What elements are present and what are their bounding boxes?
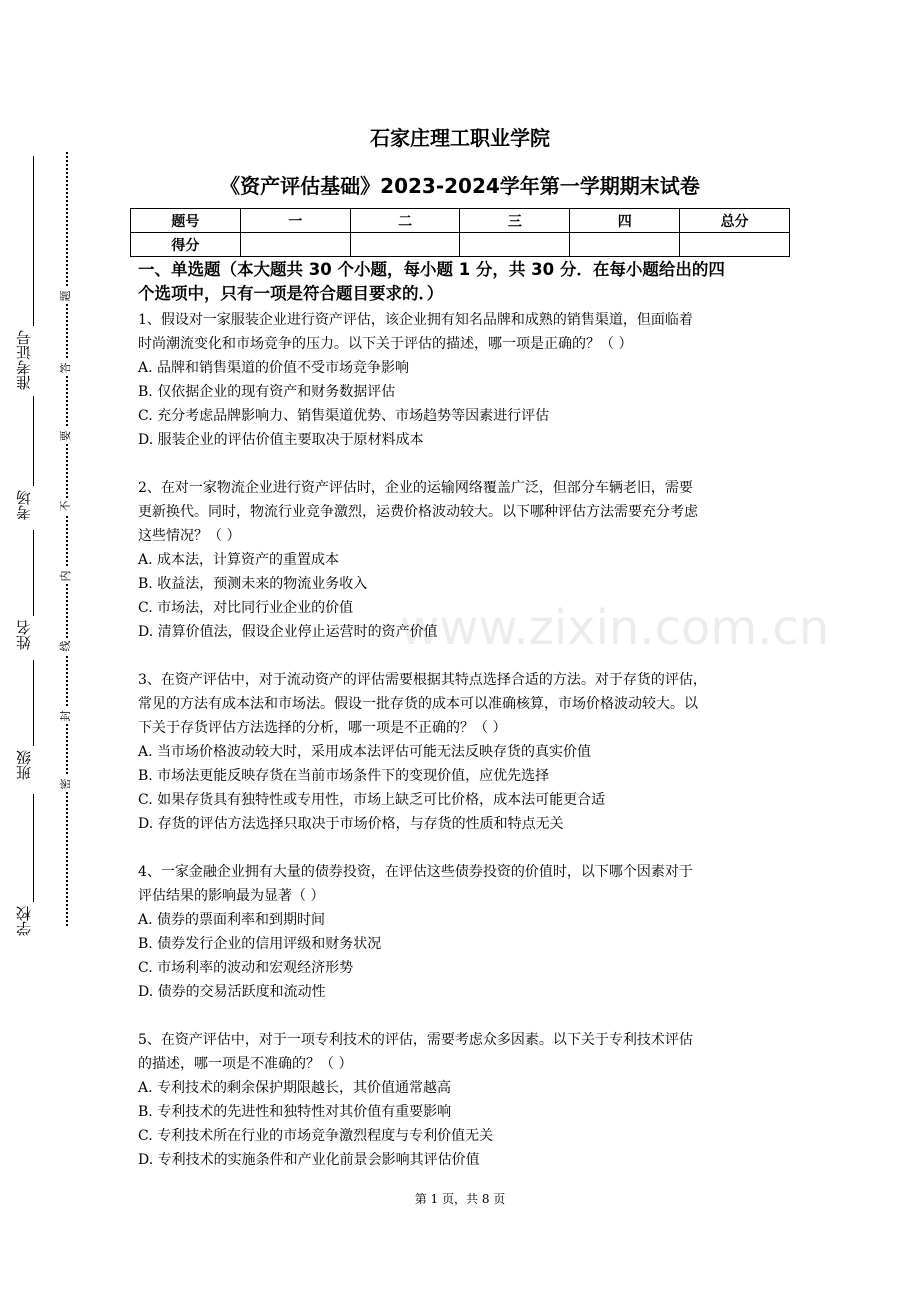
question-stem-line: 3、在资产评估中，对于流动资产的评估需要根据其特点选择合适的方法。对于存货的评估， [138, 672, 707, 688]
question-option: C. 充分考虑品牌影响力、销售渠道优势、市场趋势等因素进行评估 [138, 408, 550, 424]
binding-line [33, 660, 34, 746]
question-stem-line: 4、一家金融企业拥有大量的债券投资，在评估这些债券投资的价值时，以下哪个因素对于 [138, 864, 693, 880]
section-heading-line: 一、单选题（本大题共 30 个小题，每小题 1 分，共 30 分．在每小题给出的四 [138, 260, 725, 279]
question-stem-line: 常见的方法有成本法和市场法。假设一批存货的成本可以准确核算，市场价格波动较大。以 [138, 696, 698, 712]
score-table [130, 208, 790, 257]
question-option: A. 当市场价格波动较大时，采用成本法评估可能无法反映存货的真实价值 [138, 744, 592, 760]
question-option: B. 专利技术的先进性和独特性对其价值有重要影响 [138, 1104, 452, 1120]
question-option: C. 市场利率的波动和宏观经济形势 [138, 960, 354, 976]
question-option: D. 服装企业的评估价值主要取决于原材料成本 [138, 432, 424, 448]
question-block [138, 1028, 784, 1172]
question-option: A. 债券的票面利率和到期时间 [138, 912, 326, 928]
question-stem-line: 这些情况？（ ） [138, 528, 241, 544]
question-stem-line: 的描述，哪一项是不准确的？（ ） [138, 1056, 353, 1072]
question-list [138, 308, 784, 1172]
binding-label-exam-number: 准考证号 [15, 330, 33, 390]
score-input-cell[interactable] [460, 233, 570, 257]
question-block [138, 668, 784, 836]
question-gap [138, 1004, 784, 1028]
section-heading-line: 个选项中，只有一项是符合题目要求的．） [138, 284, 444, 303]
score-input-cell[interactable] [570, 233, 680, 257]
score-table-header-row [131, 209, 790, 233]
seal-char: 要 [58, 428, 74, 444]
question-option: D. 专利技术的实施条件和产业化前景会影响其评估价值 [138, 1152, 480, 1168]
binding-line [33, 396, 34, 486]
question-option: C. 专利技术所在行业的市场竞争激烈程度与专利价值无关 [138, 1128, 494, 1144]
question-option: B. 市场法更能反映存货在当前市场条件下的变现价值，应优先选择 [138, 768, 550, 784]
question-option: D. 清算价值法，假设企业停止运营时的资产价值 [138, 624, 438, 640]
seal-char: 密 [58, 776, 74, 792]
binding-line [33, 530, 34, 616]
score-cell: 题号 [131, 209, 241, 233]
score-cell: 二 [350, 209, 460, 233]
seal-dotted-line [66, 152, 68, 926]
score-cell: 总分 [680, 209, 790, 233]
score-cell: 四 [570, 209, 680, 233]
binding-label-exam-room: 考场 [15, 490, 33, 520]
question-option: B. 仅依据企业的现有资产和财务数据评估 [138, 384, 396, 400]
score-input-cell[interactable] [240, 233, 350, 257]
question-option: A. 品牌和销售渠道的价值不受市场竞争影响 [138, 360, 410, 376]
exam-title: 《资产评估基础》2023-2024学年第一学期期末试卷 [220, 174, 700, 198]
question-gap [138, 836, 784, 860]
question-block [138, 860, 784, 1004]
school-title: 石家庄理工职业学院 [370, 126, 550, 150]
question-stem-line: 评估结果的影响最为显著（ ） [138, 888, 325, 904]
score-cell: 得分 [131, 233, 241, 257]
binding-label-class: 班级 [15, 750, 33, 780]
question-option: D. 存货的评估方法选择只取决于市场价格，与存货的性质和特点无关 [138, 816, 564, 832]
section-heading [138, 258, 784, 306]
seal-char: 内 [58, 568, 74, 584]
score-input-cell[interactable] [680, 233, 790, 257]
question-block [138, 476, 784, 644]
question-option: A. 专利技术的剩余保护期限越长，其价值通常越高 [138, 1080, 452, 1096]
question-option: A. 成本法，计算资产的重置成本 [138, 552, 340, 568]
question-block [138, 308, 784, 452]
seal-char: 线 [58, 638, 74, 654]
question-stem-line: 1、假设对一家服装企业进行资产评估，该企业拥有知名品牌和成熟的销售渠道，但面临着 [138, 312, 693, 328]
watermark: www.zixin.com.cn [400, 600, 830, 656]
question-stem-line: 5、在资产评估中，对于一项专利技术的评估，需要考虑众多因素。以下关于专利技术评估 [138, 1032, 693, 1048]
question-stem-line: 时尚潮流变化和市场竞争的压力。以下关于评估的描述，哪一项是正确的？（ ） [138, 336, 633, 352]
seal-char: 封 [58, 708, 74, 724]
score-cell: 一 [240, 209, 350, 233]
question-stem-line: 2、在对一家物流企业进行资产评估时，企业的运输网络覆盖广泛，但部分车辆老旧，需要 [138, 480, 693, 496]
seal-char: 题 [58, 288, 74, 304]
question-option: D. 债券的交易活跃度和流动性 [138, 984, 326, 1000]
binding-line [33, 794, 34, 902]
seal-char: 答 [58, 360, 74, 376]
question-option: B. 收益法，预测未来的物流业务收入 [138, 576, 368, 592]
question-stem-line: 更新换代。同时，物流行业竞争激烈，运费价格波动较大。以下哪种评估方法需要充分考虑 [138, 504, 698, 520]
score-input-cell[interactable] [350, 233, 460, 257]
page-footer: 第 1 页，共 8 页 [414, 1192, 506, 1206]
binding-label-school: 学校 [15, 906, 33, 936]
score-cell: 三 [460, 209, 570, 233]
exam-content [138, 258, 784, 1172]
question-option: C. 市场法，对比同行业企业的价值 [138, 600, 354, 616]
question-gap [138, 452, 784, 476]
question-option: C. 如果存货具有独特性或专用性，市场上缺乏可比价格，成本法可能更合适 [138, 792, 606, 808]
score-table-score-row [131, 233, 790, 257]
question-gap [138, 644, 784, 668]
seal-char: 不 [58, 498, 74, 514]
question-stem-line: 下关于存货评估方法选择的分析，哪一项是不正确的？（ ） [138, 720, 507, 736]
binding-label-name: 姓名 [15, 620, 33, 650]
question-option: B. 债券发行企业的信用评级和财务状况 [138, 936, 382, 952]
